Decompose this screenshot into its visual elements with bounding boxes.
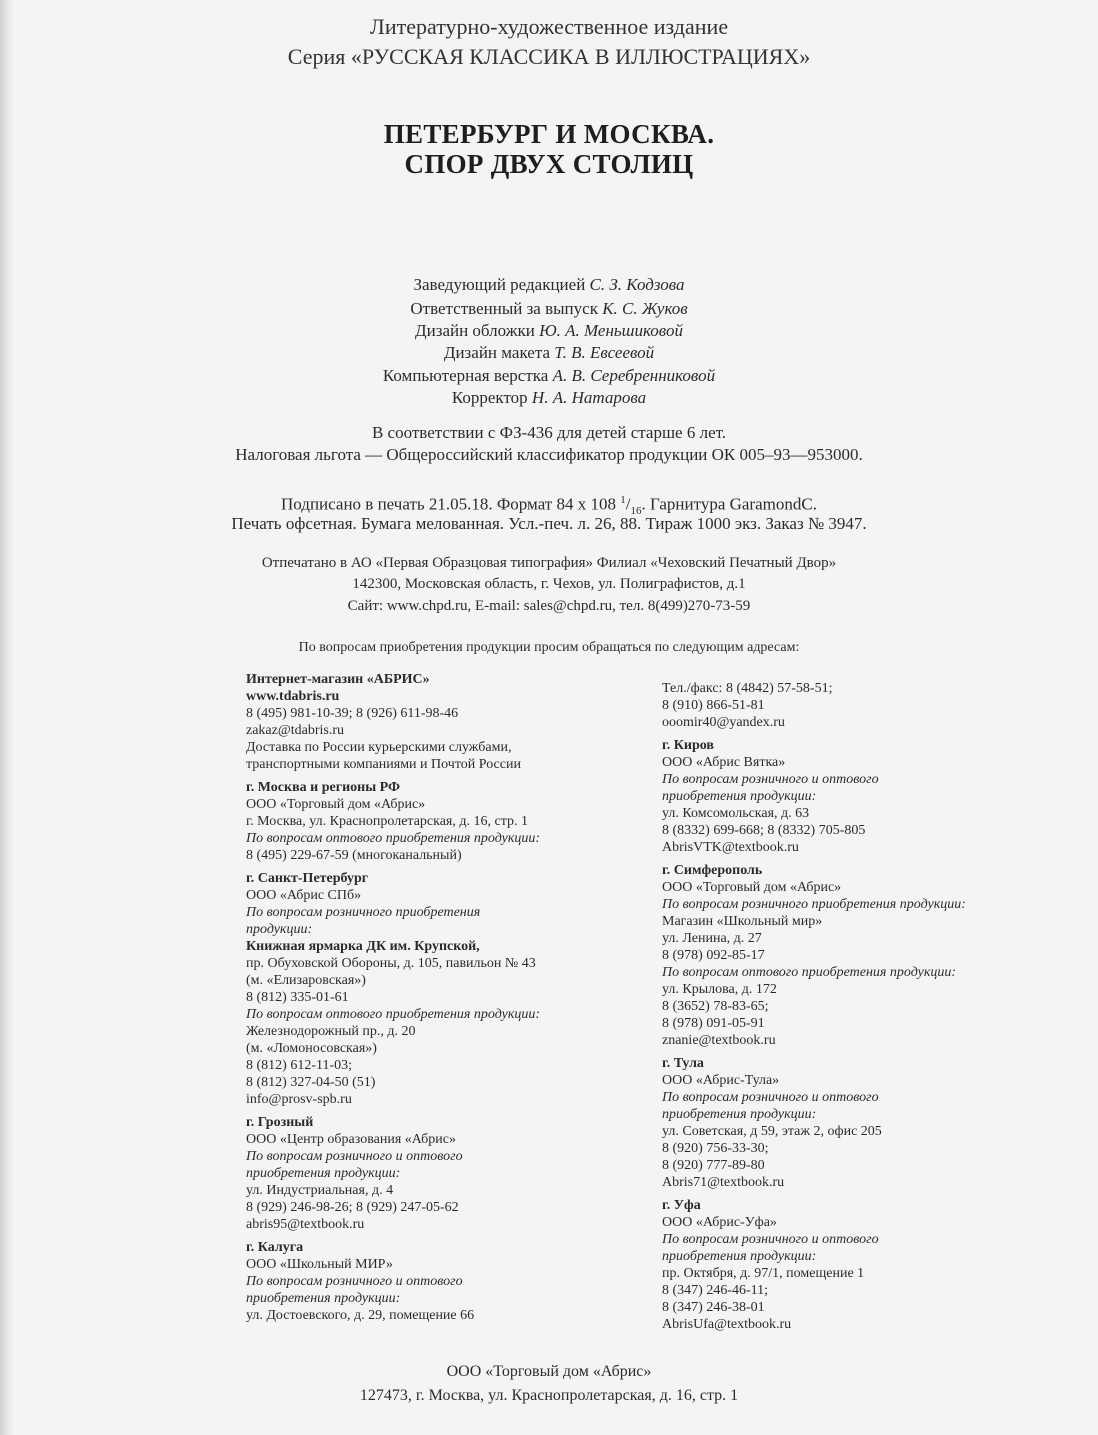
org-address: Железнодорожный пр., д. 20 [246,1024,416,1039]
purchase-note: По вопросам розничного и оптового [246,1149,463,1164]
credit-role: Корректор [451,388,528,407]
purchase-note: По вопросам оптового приобретения продукции: [246,1007,541,1022]
credit-person: Н. А. Натарова [531,388,647,407]
print-specs-line-1: Подписано в печать 21.05.18. Формат 84 х 108 $^1/_{16}$. Гарнитура GaramondC. [281,494,817,518]
org-metro: (м. «Ломоносовская») [246,1041,377,1056]
org-address: ул. Крылова, д. 172 [662,982,777,997]
org-name: ООО «Абрис СПб» [246,888,362,903]
footer-org: ООО «Торговый дом «Абрис» [446,1363,652,1380]
org-phone: 8 (495) 229-67-59 (многоканальный) [246,848,462,863]
org-name: ООО «Абрис Вятка» [662,755,786,770]
printer-name: Отпечатано в АО «Первая Образцовая типография» Филиал «Чеховский Печатный Двор» [261,555,837,571]
org-address: пр. Октября, д. 97/1, помещение 1 [662,1266,865,1281]
city-heading: г. Киров [662,738,714,753]
city-heading: г. Тула [662,1056,704,1071]
org-phone: 8 (978) 091-05-91 [662,1016,765,1031]
org-phone: 8 (3652) 78-83-65; [662,999,769,1014]
org-phone: 8 (920) 756-33-30; [662,1141,769,1156]
org-phone: 8 (347) 246-38-01 [662,1300,765,1315]
org-email: abris95@textbook.ru [246,1217,365,1232]
printer-contacts: Сайт: www.chpd.ru, E-mail: sales@chpd.ru, тел. 8(499)270-73-59 [347,598,751,614]
credit-role: Заведующий редакцией [413,275,586,294]
org-phone: 8 (929) 246-98-26; 8 (929) 247-05-62 [246,1200,459,1215]
org-name: ООО «Абрис-Тула» [662,1073,780,1088]
credit-role: Дизайн обложки [415,321,535,340]
delivery-info: Доставка по России курьерскими службами, [246,740,512,755]
series-name: Серия «РУССКАЯ КЛАССИКА В ИЛЛЮСТРАЦИЯХ» [287,44,811,69]
printer-address: 142300, Московская область, г. Чехов, ул. Полиграфистов, д.1 [352,576,746,592]
org-email: info@prosv-spb.ru [246,1092,352,1107]
credit-role: Дизайн макета [443,343,551,362]
org-email: AbrisVTK@textbook.ru [662,840,799,855]
shop-metro: (м. «Елизаровская») [246,973,366,988]
org-phone: Тел./факс: 8 (4842) 57-58-51; [662,681,833,696]
store-email: zakaz@tdabris.ru [246,723,345,738]
org-email: AbrisUfa@textbook.ru [662,1317,792,1332]
purchase-note: По вопросам оптового приобретения продукции: [662,965,957,980]
org-email: Abris71@textbook.ru [662,1175,785,1190]
address-block-spb [246,870,646,1108]
delivery-info: транспортными компаниями и Почтой России [246,757,521,772]
credit-line [0,273,1098,297]
org-phone: 8 (812) 612-11-03; [246,1058,353,1073]
address-block-moscow [246,779,646,864]
org-name: ООО «Школьный МИР» [246,1257,393,1272]
city-heading: г. Уфа [662,1198,701,1213]
org-name: ООО «Торговый дом «Абрис» [662,880,842,895]
credit-person: К. С. Жуков [602,299,688,318]
address-block-grozny [246,1114,646,1233]
purchase-note: По вопросам розничного и оптового [662,1090,879,1105]
city-heading: г. Санкт-Петербург [246,871,369,886]
purchase-note: приобретения продукции: [662,1107,817,1122]
left-address-column [246,671,646,1330]
purchase-note: По вопросам розничного приобретения продукции: [662,897,966,912]
org-name: ООО «Абрис-Уфа» [662,1215,777,1230]
credit-person: Ю. А. Меньшиковой [539,321,683,340]
shop-name: Книжная ярмарка ДК им. Крупской, [246,939,480,954]
purchase-note: приобретения продукции: [662,1249,817,1264]
shop-address: пр. Обуховской Обороны, д. 105, павильон № 43 [246,956,536,971]
store-phones: 8 (495) 981-10-39; 8 (926) 611-98-46 [246,706,459,721]
print-specs-line-2: Печать офсетная. Бумага мелованная. Усл.-печ. л. 26, 88. Тираж 1000 экз. Заказ № 3947. [231,514,867,533]
credit-person: С. З. Кодзова [589,275,685,294]
shop-phone: 8 (812) 335-01-61 [246,990,349,1005]
tax-note: Налоговая льгота — Общероссийский классификатор продукции ОК 005–93—953000. [235,445,863,464]
shop-address: ул. Ленина, д. 27 [662,931,762,946]
address-block-ufa [662,1197,1082,1333]
format-fraction-numerator: 1 [620,494,626,506]
org-address: г. Москва, ул. Краснопролетарская, д. 16, стр. 1 [246,814,528,829]
credit-line [0,364,1098,388]
address-block-kaluga [246,1239,646,1324]
format-fraction-denominator: 16 [630,505,642,518]
purchase-note: По вопросам розничного приобретения [246,905,481,920]
address-block-tula [662,1055,1082,1191]
footer-address: 127473, г. Москва, ул. Краснопролетарская, д. 16, стр. 1 [359,1387,739,1404]
purchase-note: По вопросам розничного и оптового [662,772,879,787]
print-specs-suffix: . Гарнитура GaramondC. [641,494,817,514]
book-title-line-2: СПОР ДВУХ СТОЛИЦ [404,149,694,179]
book-title-line-1: ПЕТЕРБУРГ И МОСКВА. [383,119,715,149]
edition-type: Литературно-художественное издание [369,14,729,39]
org-address: ул. Индустриальная, д. 4 [246,1183,394,1198]
org-phone: 8 (347) 246-46-11; [662,1283,769,1298]
org-email: ooomir40@yandex.ru [662,715,785,730]
org-address: ул. Достоевского, д. 29, помещение 66 [246,1308,475,1323]
address-block-simferopol [662,862,1082,1049]
org-phone: 8 (812) 327-04-50 (51) [246,1075,376,1090]
city-heading: г. Симферополь [662,863,763,878]
org-phone: 8 (910) 866-51-81 [662,698,765,713]
org-phone: 8 (8332) 699-668; 8 (8332) 705-805 [662,823,866,838]
org-name: ООО «Центр образования «Абрис» [246,1132,457,1147]
credit-line [0,386,1098,410]
purchase-note: По вопросам розничного и оптового [246,1274,463,1289]
credit-line [0,341,1098,365]
org-email: znanie@textbook.ru [662,1033,776,1048]
address-block-kirov [662,737,1082,856]
purchase-note: По вопросам розничного и оптового [662,1232,879,1247]
city-heading: г. Грозный [246,1115,314,1130]
org-address: ул. Комсомольская, д. 63 [662,806,810,821]
inquiry-note: По вопросам приобретения продукции просим обращаться по следующим адресам: [298,640,800,655]
right-address-column [662,680,1082,1339]
purchase-note: приобретения продукции: [246,1166,401,1181]
org-name: ООО «Торговый дом «Абрис» [246,797,426,812]
print-specs-prefix: Подписано в печать 21.05.18. Формат 84 х 108 [281,494,616,514]
age-rating: В соответствии с ФЗ-436 для детей старше 6 лет. [371,423,727,442]
city-heading: г. Москва и регионы РФ [246,780,400,795]
purchase-note: продукции: [246,922,313,937]
purchase-note: приобретения продукции: [246,1291,401,1306]
page-edge [0,0,14,1435]
org-phone: 8 (920) 777-89-80 [662,1158,765,1173]
credit-line [0,297,1098,321]
credit-role: Компьютерная верстка [382,366,549,385]
store-name: Интернет-магазин «АБРИС» [246,672,430,687]
address-block-kaluga-continued [662,680,1082,731]
purchase-note: По вопросам оптового приобретения продукции: [246,831,541,846]
credit-person: А. В. Серебренниковой [552,366,716,385]
shop-phone: 8 (978) 092-85-17 [662,948,765,963]
city-heading: г. Калуга [246,1240,304,1255]
shop-name: Магазин «Школьный мир» [662,914,823,929]
org-address: ул. Советская, д 59, этаж 2, офис 205 [662,1124,882,1139]
credit-role: Ответственный за выпуск [410,299,598,318]
credit-person: Т. В. Евсеевой [554,343,655,362]
credit-line [0,319,1098,343]
store-site: www.tdabris.ru [246,689,340,704]
address-block-internet [246,671,646,773]
purchase-note: приобретения продукции: [662,789,817,804]
